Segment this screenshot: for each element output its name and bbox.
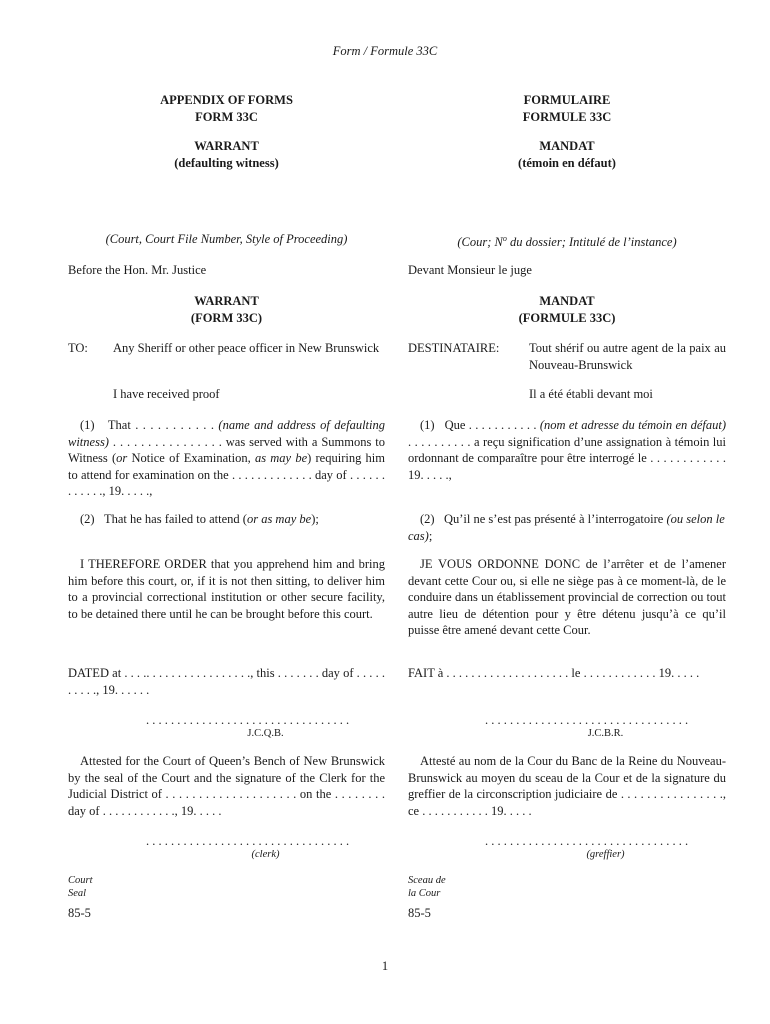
order-paragraph-fr: JE VOUS ORDONNE DONC de l’arrêter et de l’amener devant cette Cour ou, si elle ne siège pas à ce moment-là, de le conduire dans un établissement provincial de correction ou tout autre lieu de détention pour y être détenu jusqu’à ce qu’il puisse être amené devant cette Cour. [408, 557, 726, 637]
court-seal-en: Court Seal [68, 875, 93, 899]
page-number: 1 [381, 959, 389, 973]
order-paragraph-en: I THEREFORE ORDER that you apprehend him and bring him before this court, or, if it is not then sitting, to deliver him to a provincial correctional institution or other secure facility, to be detained there until he can be brought before this court. [68, 557, 385, 621]
appendix-heading [68, 92, 385, 125]
proof-fr: Il a été établi devant moi [529, 387, 653, 401]
form-code-fr: 85-5 [408, 906, 431, 920]
dated-line-fr: FAIT à . . . . . . . . . . . . . . . . . . . . le . . . . . . . . . . . . 19. . . . . [408, 666, 700, 680]
warrant-title-en-line2: (FORM 33C) [190, 310, 263, 325]
judge-label-en: J.C.Q.B. [247, 728, 284, 739]
appendix-heading-line1: APPENDIX OF FORMS [160, 93, 293, 107]
form-title-fr-line1: MANDAT [539, 139, 595, 153]
warrant-title-fr-line2: (FORMULE 33C) [518, 310, 616, 325]
to-label-en: TO: [68, 341, 88, 355]
to-text-en: Any Sheriff or other peace officer in New Brunswick [113, 341, 380, 355]
warrant-title-fr [408, 293, 726, 326]
clerk-line-en: . . . . . . . . . . . . . . . . . . . . . . . . . . . . . . . . . [146, 834, 350, 848]
formulaire-heading-line1: FORMULAIRE [523, 93, 611, 107]
paragraph-2-fr: (2) Qu’il ne s’est pas présenté à l’interrogatoire (ou selon le cas); [408, 512, 725, 543]
form-title-fr [408, 138, 726, 171]
signature-line-fr: . . . . . . . . . . . . . . . . . . . . . . . . . . . . . . . . . [485, 713, 689, 727]
dated-line-en: DATED at . . . .. . . . . . . . . . . . . . . . ., this . . . . . . . day of . . . . . . . . . ., 19. . . . . . [68, 666, 385, 697]
caption-en: (Court, Court File Number, Style of Proceeding) [105, 232, 348, 246]
form-code-en: 85-5 [68, 906, 91, 920]
signature-line-en: . . . . . . . . . . . . . . . . . . . . . . . . . . . . . . . . . [146, 713, 350, 727]
clerk-line-fr: . . . . . . . . . . . . . . . . . . . . . . . . . . . . . . . . . [485, 834, 689, 848]
attestation-en: Attested for the Court of Queen’s Bench of New Brunswick by the seal of the Court and the signature of the Clerk for the Judicial District of . . . . . . . . . . . . . . . . . . . . on the . . . . . . . . day of . . . . . . . . . . . ., 19. . . . . [68, 754, 385, 818]
to-label-fr: DESTINATAIRE: [408, 341, 500, 355]
formulaire-heading [408, 92, 726, 125]
warrant-title-en-line1: WARRANT [194, 294, 259, 308]
appendix-heading-line2: FORM 33C [195, 109, 258, 124]
running-title: Form / Formule 33C [332, 44, 438, 58]
paragraph-1-en: (1) That . . . . . . . . . . . (name and address of defaulting witness) . . . . . . . . . . . . . . . . was served with a Summons to Witness (or Notice of Examination, as may be) requiring him to attend for examination on the . . . . . . . . . . . . . day of . . . . . . . . . . . ., 19. . . . ., [68, 418, 386, 498]
warrant-title-en [68, 293, 385, 326]
form-title-fr-line2: (témoin en défaut) [518, 155, 616, 170]
judge-label-fr: J.C.B.R. [587, 728, 624, 739]
caption-fr: (Cour; $N^o$ du dossier; Intitulé de l’instance) [457, 234, 677, 250]
attestation-fr: Attesté au nom de la Cour du Banc de la Reine du Nouveau-Brunswick au moyen du sceau de la Cour et de la signature du greffier de la circonscription judiciaire de . . . . . . . . . . . . . . . ., ce . . . . . . . . . . . 19. . . . . [408, 754, 726, 818]
formulaire-heading-line2: FORMULE 33C [522, 109, 612, 124]
form-title-en [68, 138, 385, 171]
form-title-en-line2: (defaulting witness) [174, 155, 279, 170]
before-justice-en: Before the Hon. Mr. Justice [68, 263, 207, 277]
clerk-label-en: (clerk) [251, 849, 280, 860]
to-text-fr: Tout shérif ou autre agent de la paix au Nouveau-Brunswick [529, 341, 726, 372]
clerk-label-fr: (greffier) [586, 849, 625, 860]
paragraph-2-en: (2) That he has failed to attend (or as may be); [80, 512, 319, 526]
warrant-title-fr-line1: MANDAT [539, 294, 595, 308]
form-title-en-line1: WARRANT [194, 139, 259, 153]
proof-en: I have received proof [113, 387, 220, 401]
paragraph-1-fr: (1) Que . . . . . . . . . . . (nom et adresse du témoin en défaut) . . . . . . . . . . a reçu signification d’une assignation à témoin lui ordonnant de comparaître pour être interrogé le . . . . . . . . . . . . 19. . . . ., [408, 418, 726, 482]
court-seal-fr: Sceau de la Cour [408, 875, 446, 899]
before-justice-fr: Devant Monsieur le juge [408, 263, 532, 277]
